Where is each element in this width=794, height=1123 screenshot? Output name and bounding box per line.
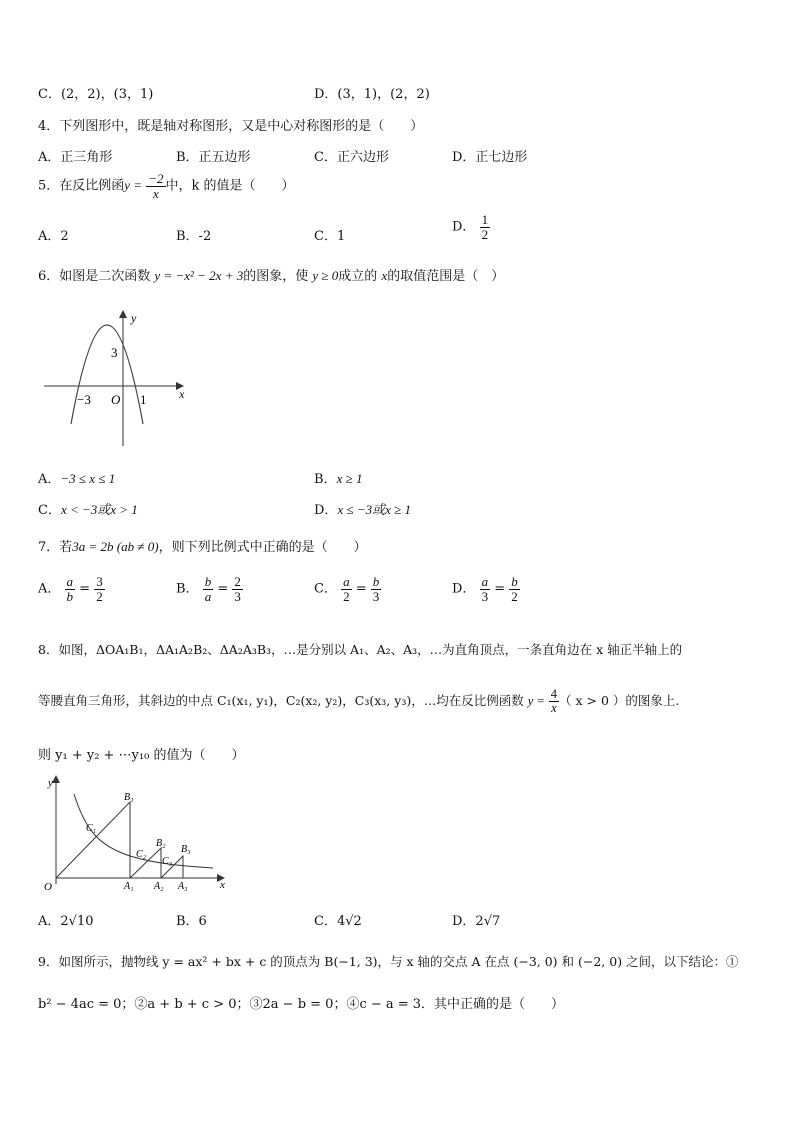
q7-option-a: A． $\frac{a}{b}$ = $\frac{3}{2}$ xyxy=(38,574,103,604)
q4-option-d: D．正七边形 xyxy=(452,150,528,165)
q8-label-b2: B₂ xyxy=(156,838,166,849)
q8-label-o: O xyxy=(44,881,52,892)
q6-parabola-figure xyxy=(38,306,198,452)
q8-label-c1: C₁ xyxy=(86,823,97,834)
q8-y-arrow xyxy=(52,775,60,783)
q6-label-o: O xyxy=(111,392,121,407)
q5-option-d: D． $\frac{1}{2}$ xyxy=(452,212,489,242)
q7-stem: 7．若3a = 2b (ab ≠ 0)，则下列比例式中正确的是（ ） xyxy=(38,539,367,555)
q8-label-a3: A₃ xyxy=(178,881,188,892)
q9-line1: 9．如图所示，抛物线 y = ax² + bx + c 的顶点为 B(−1, 3)，与 x 轴的交点 A 在点 (−3, 0) 和 (−2, 0) 之间，以下结论：① xyxy=(38,954,739,969)
q8-label-b3: B₃ xyxy=(181,844,191,855)
q8-option-a: A．2√10 xyxy=(38,914,94,929)
q8-option-b: B．6 xyxy=(176,914,207,929)
q7-option-c: C． $\frac{a}{2}$ = $\frac{b}{3}$ xyxy=(314,574,380,604)
q6-label-x: x xyxy=(179,387,185,401)
q3-option-c: C．(2，2)，(3，1) xyxy=(38,87,154,102)
q8-label-a2: A₂ xyxy=(154,881,164,892)
q8-line2: 等腰直角三角形，其斜边的中点 C₁(x₁, y₁)，C₂(x₂, y₂)，C₃(x₃, y₃)，…均在反比例函数 y = $\frac{4}{x}$ （ x > 0 ）的图象上. xyxy=(38,687,680,716)
q8-triangles-figure xyxy=(38,772,228,892)
q5-option-b: B．-2 xyxy=(176,229,212,244)
q6-label-1: 1 xyxy=(140,392,147,407)
q8-label-c3: C₃ xyxy=(162,856,173,867)
q8-option-c: C．4√2 xyxy=(314,914,362,929)
q6-stem: 6．如图是二次函数 y = −x² − 2x + 3的图象，使 y ≥ 0成立的 x的取值范围是（ ） xyxy=(38,268,505,284)
q6-option-d: D．x ≤ −3或x ≥ 1 xyxy=(314,502,412,518)
q6-label-neg3: −3 xyxy=(77,392,91,407)
q4-option-c: C．正六边形 xyxy=(314,150,389,165)
q3-option-d: D．(3，1)，(2，2) xyxy=(314,87,430,102)
q8-label-c2: C₂ xyxy=(136,849,147,860)
q5-stem: 5．在反比例函y = $\frac{-2}{x}$ 中，k 的值是（ ） xyxy=(38,171,295,201)
q8-label-x: x xyxy=(220,879,225,891)
q7-option-d: D． $\frac{a}{3}$ = $\frac{b}{2}$ xyxy=(452,574,518,604)
q9-line2: b² − 4ac = 0；②a + b + c > 0；③2a − b = 0；④c − a = 3．其中正确的是（ ） xyxy=(38,997,565,1012)
q8-label-b1: B₁ xyxy=(124,792,134,803)
q4-stem: 4．下列图形中，既是轴对称图形，又是中心对称图形的是（ ） xyxy=(38,119,424,134)
q5-option-c: C．1 xyxy=(314,229,346,244)
q8-label-a1: A₁ xyxy=(124,881,134,892)
q4-option-a: A．正三角形 xyxy=(38,150,113,165)
q6-y-arrow xyxy=(119,310,127,318)
q4-option-b: B．正五边形 xyxy=(176,150,251,165)
q6-label-3: 3 xyxy=(111,345,118,360)
q8-line1: 8．如图，ΔOA₁B₁，ΔA₁A₂B₂、ΔA₂A₃B₃，…是分别以 A₁、A₂、A₃，…为直角顶点，一条直角边在 x 轴正半轴上的 xyxy=(38,642,683,657)
q6-option-a: A．−3 ≤ x ≤ 1 xyxy=(38,471,116,487)
q6-parabola-curve xyxy=(71,325,143,424)
q7-option-b: B． $\frac{b}{a}$ = $\frac{2}{3}$ xyxy=(176,574,241,604)
q8-line3: 则 y₁ + y₂ + ⋯y₁₀ 的值为（ ） xyxy=(38,748,245,763)
q6-label-y: y xyxy=(131,311,137,325)
q6-option-c: C．x < −3或x > 1 xyxy=(38,502,138,518)
q8-label-y: y xyxy=(48,777,53,789)
q8-option-d: D．2√7 xyxy=(452,914,501,929)
q6-option-b: B．x ≥ 1 xyxy=(314,471,363,487)
q8-triangle-1 xyxy=(56,802,130,878)
q5-option-a: A．2 xyxy=(38,229,69,244)
